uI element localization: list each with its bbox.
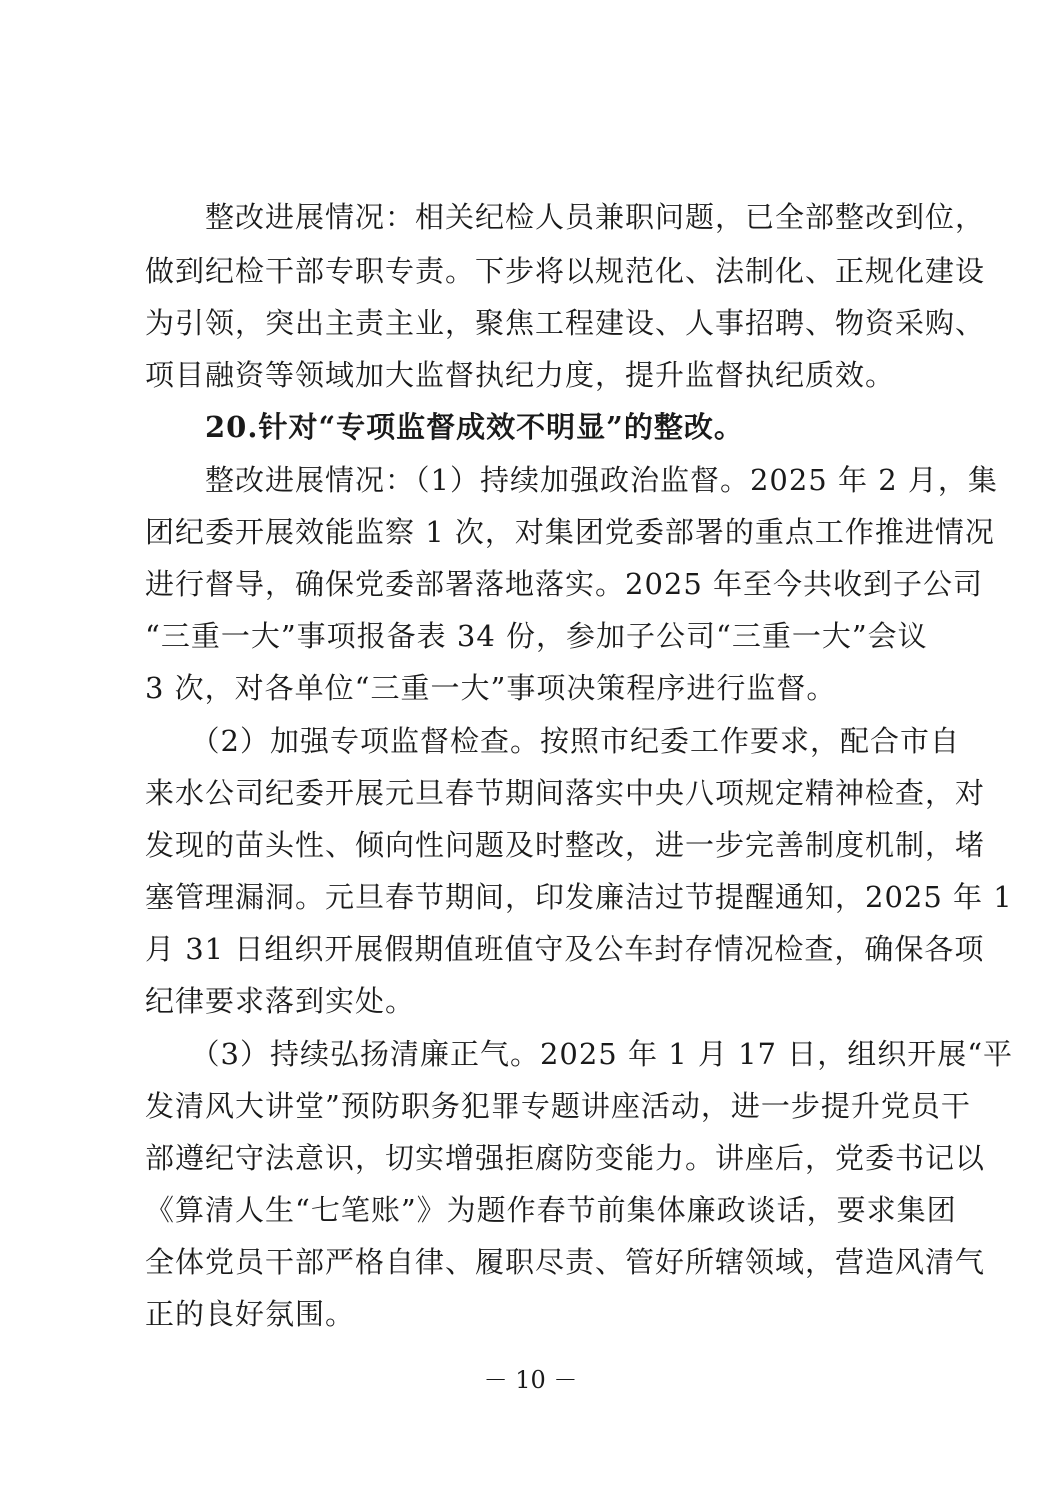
paragraph-2-line-4: “三重一大”事项报备表 34 份，参加子公司“三重一大”会议 bbox=[145, 619, 928, 653]
paragraph-4-line-5: 全体党员干部严格自律、履职尽责、管好所辖领域，营造风清气 bbox=[145, 1245, 986, 1279]
paragraph-2-line-1: 整改进展情况：（1）持续加强政治监督。2025 年 2 月，集 bbox=[145, 463, 998, 497]
paragraph-3-line-5: 月 31 日组织开展假期值班值守及公车封存情况检查，确保各项 bbox=[145, 932, 985, 966]
paragraph-3-line-6: 纪律要求落到实处。 bbox=[145, 984, 416, 1018]
paragraph-3-line-3: 发现的苗头性、倾向性问题及时整改，进一步完善制度机制，堵 bbox=[145, 828, 986, 862]
paragraph-3-line-1: （2）加强专项监督检查。按照市纪委工作要求，配合市自 bbox=[145, 724, 960, 758]
paragraph-2-line-2: 团纪委开展效能监察 1 次，对集团党委部署的重点工作推进情况 bbox=[145, 515, 995, 549]
paragraph-4-line-4: 《算清人生“七笔账”》为题作春节前集体廉政谈话，要求集团 bbox=[145, 1193, 957, 1227]
paragraph-3-line-4: 塞管理漏洞。元旦春节期间，印发廉洁过节提醒通知，2025 年 1 bbox=[145, 880, 1013, 914]
paragraph-1-line-4: 项目融资等领域加大监督执纪力度，提升监督执纪质效。 bbox=[145, 358, 896, 392]
paragraph-2-line-3: 进行督导，确保党委部署落地落实。2025 年至今共收到子公司 bbox=[145, 567, 984, 601]
paragraph-1-line-2: 做到纪检干部专职专责。下步将以规范化、法制化、正规化建设 bbox=[145, 254, 986, 288]
paragraph-1-line-3: 为引领，突出主责主业，聚焦工程建设、人事招聘、物资采购、 bbox=[145, 306, 986, 340]
paragraph-4-line-6: 正的良好氛围。 bbox=[145, 1297, 356, 1331]
paragraph-3-line-2: 来水公司纪委开展元旦春节期间落实中央八项规定精神检查，对 bbox=[145, 776, 986, 810]
paragraph-1-line-1: 整改进展情况：相关纪检人员兼职问题，已全部整改到位， bbox=[145, 200, 986, 234]
paragraph-4-line-1: （3）持续弘扬清廉正气。2025 年 1 月 17 日，组织开展“平 bbox=[145, 1037, 1014, 1071]
paragraph-4-line-2: 发清风大讲堂”预防职务犯罪专题讲座活动，进一步提升党员干 bbox=[145, 1089, 971, 1123]
section-heading-20: 20.针对“专项监督成效不明显”的整改。 bbox=[145, 410, 744, 444]
paragraph-4-line-3: 部遵纪守法意识，切实增强拒腐防变能力。讲座后，党委书记以 bbox=[145, 1141, 986, 1175]
paragraph-2-line-5: 3 次，对各单位“三重一大”事项决策程序进行监督。 bbox=[145, 671, 837, 705]
page-number: － 10 － bbox=[483, 1366, 578, 1394]
